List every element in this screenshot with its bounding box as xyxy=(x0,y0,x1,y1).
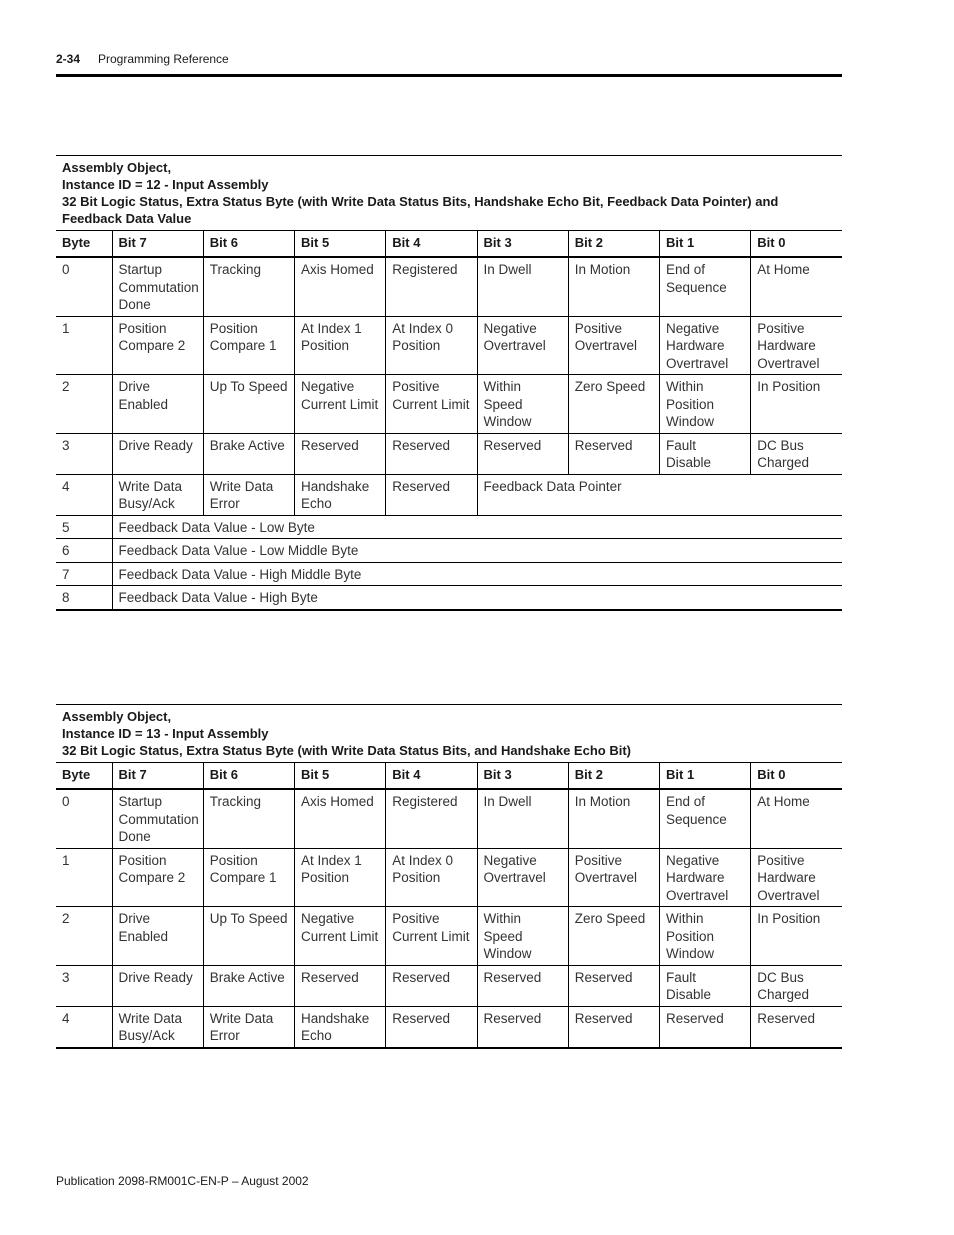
bit-cell: Reserved xyxy=(477,433,568,474)
bit-cell: Positive Hardware Overtravel xyxy=(751,848,842,907)
bit-cell: Positive Hardware Overtravel xyxy=(751,316,842,375)
bit-cell: Handshake Echo xyxy=(295,474,386,515)
caption-line: Instance ID = 13 - Input Assembly xyxy=(62,726,269,741)
bit-cell: In Dwell xyxy=(477,257,568,316)
bit-cell: Reserved xyxy=(295,433,386,474)
bit-cell: Registered xyxy=(386,789,477,848)
bit-cell: Handshake Echo xyxy=(295,1006,386,1048)
bit-cell: Negative Overtravel xyxy=(477,316,568,375)
bit-cell: Reserved xyxy=(568,433,659,474)
bit-cell: Feedback Data Pointer xyxy=(477,474,842,515)
bit-cell: Reserved xyxy=(386,474,477,515)
bit-cell: Positive Overtravel xyxy=(568,848,659,907)
bit-cell: Within Speed Window xyxy=(477,907,568,966)
byte-cell: 4 xyxy=(56,1006,112,1048)
bit-cell: In Position xyxy=(751,375,842,434)
bit-cell: At Home xyxy=(751,789,842,848)
bit-cell: Feedback Data Value - Low Byte xyxy=(112,515,842,539)
column-header: Bit 7 xyxy=(112,763,203,790)
byte-cell: 4 xyxy=(56,474,112,515)
byte-cell: 6 xyxy=(56,539,112,563)
bit-cell: Reserved xyxy=(295,965,386,1006)
bit-cell: Feedback Data Value - Low Middle Byte xyxy=(112,539,842,563)
bit-cell: Feedback Data Value - High Byte xyxy=(112,586,842,610)
byte-cell: 7 xyxy=(56,562,112,586)
bit-cell: Position Compare 2 xyxy=(112,316,203,375)
bit-cell: Up To Speed xyxy=(203,907,294,966)
table-row xyxy=(56,848,842,907)
bit-cell: Up To Speed xyxy=(203,375,294,434)
byte-cell: 2 xyxy=(56,375,112,434)
bit-table xyxy=(56,762,842,1049)
bit-cell: Feedback Data Value - High Middle Byte xyxy=(112,562,842,586)
table-row xyxy=(56,539,842,563)
bit-cell: In Position xyxy=(751,907,842,966)
byte-cell: 8 xyxy=(56,586,112,610)
column-header: Bit 4 xyxy=(386,763,477,790)
table-row xyxy=(56,316,842,375)
bit-cell: Startup Commutation Done xyxy=(112,257,203,316)
bit-cell: At Index 0 Position xyxy=(386,316,477,375)
column-header: Bit 4 xyxy=(386,231,477,258)
table-caption xyxy=(56,704,842,762)
bit-cell: Positive Overtravel xyxy=(568,316,659,375)
byte-cell: 0 xyxy=(56,257,112,316)
bit-cell: Negative Current Limit xyxy=(295,907,386,966)
bit-cell: Write Data Error xyxy=(203,474,294,515)
table-row xyxy=(56,907,842,966)
bit-cell: At Index 1 Position xyxy=(295,316,386,375)
bit-cell: Reserved xyxy=(386,965,477,1006)
bit-cell: At Home xyxy=(751,257,842,316)
column-header: Bit 0 xyxy=(751,231,842,258)
bit-cell: Reserved xyxy=(660,1006,751,1048)
table-header-row xyxy=(56,231,842,258)
caption-line: Feedback Data Value xyxy=(62,211,192,226)
column-header: Bit 6 xyxy=(203,231,294,258)
column-header: Bit 6 xyxy=(203,763,294,790)
column-header: Bit 2 xyxy=(568,231,659,258)
assembly-table-instance-13 xyxy=(56,704,842,1049)
bit-cell: DC Bus Charged xyxy=(751,433,842,474)
bit-cell: At Index 1 Position xyxy=(295,848,386,907)
bit-cell: In Dwell xyxy=(477,789,568,848)
column-header: Bit 5 xyxy=(295,231,386,258)
caption-line: Assembly Object, xyxy=(62,160,172,175)
table-header-row xyxy=(56,763,842,790)
section-title: Programming Reference xyxy=(98,52,229,66)
byte-cell: 3 xyxy=(56,965,112,1006)
byte-cell: 5 xyxy=(56,515,112,539)
bit-cell: Reserved xyxy=(386,1006,477,1048)
bit-cell: Write Data Busy/Ack xyxy=(112,474,203,515)
column-header: Bit 2 xyxy=(568,763,659,790)
byte-cell: 1 xyxy=(56,848,112,907)
bit-cell: Zero Speed xyxy=(568,375,659,434)
byte-cell: 3 xyxy=(56,433,112,474)
publication-footer: Publication 2098-RM001C-EN-P – August 2002 xyxy=(56,1174,309,1188)
bit-cell: Reserved xyxy=(477,1006,568,1048)
bit-cell: Axis Homed xyxy=(295,257,386,316)
bit-cell: Negative Overtravel xyxy=(477,848,568,907)
bit-cell: Fault Disable xyxy=(660,433,751,474)
bit-cell: Registered xyxy=(386,257,477,316)
bit-cell: Tracking xyxy=(203,789,294,848)
caption-line: 32 Bit Logic Status, Extra Status Byte (with Write Data Status Bits, and Handshake Echo Bit) xyxy=(62,743,631,758)
bit-cell: In Motion xyxy=(568,789,659,848)
column-header: Bit 1 xyxy=(660,231,751,258)
byte-cell: 0 xyxy=(56,789,112,848)
bit-cell: Negative Hardware Overtravel xyxy=(660,316,751,375)
bit-cell: Startup Commutation Done xyxy=(112,789,203,848)
bit-cell: Brake Active xyxy=(203,433,294,474)
page-number: 2-34 xyxy=(56,52,81,66)
bit-cell: Fault Disable xyxy=(660,965,751,1006)
table-body xyxy=(56,789,842,1048)
bit-cell: At Index 0 Position xyxy=(386,848,477,907)
caption-line: 32 Bit Logic Status, Extra Status Byte (with Write Data Status Bits, Handshake Echo Bit, Feedback Data Pointer) and xyxy=(62,194,779,209)
table-row xyxy=(56,965,842,1006)
table-row xyxy=(56,789,842,848)
bit-cell: Negative Current Limit xyxy=(295,375,386,434)
page-header xyxy=(56,52,842,77)
column-header: Bit 3 xyxy=(477,231,568,258)
table-row xyxy=(56,433,842,474)
bit-cell: Reserved xyxy=(477,965,568,1006)
column-header: Byte xyxy=(56,231,112,258)
bit-cell: Position Compare 1 xyxy=(203,848,294,907)
bit-cell: Negative Hardware Overtravel xyxy=(660,848,751,907)
assembly-table-instance-12 xyxy=(56,155,842,611)
bit-cell: Position Compare 1 xyxy=(203,316,294,375)
column-header: Byte xyxy=(56,763,112,790)
table-row xyxy=(56,1006,842,1048)
bit-cell: Within Speed Window xyxy=(477,375,568,434)
bit-cell: Brake Active xyxy=(203,965,294,1006)
table-row xyxy=(56,257,842,316)
bit-cell: Reserved xyxy=(386,433,477,474)
bit-cell: Reserved xyxy=(568,1006,659,1048)
bit-cell: Write Data Busy/Ack xyxy=(112,1006,203,1048)
table-body xyxy=(56,257,842,610)
caption-line: Assembly Object, xyxy=(62,709,172,724)
table-row xyxy=(56,474,842,515)
bit-cell: Drive Enabled xyxy=(112,907,203,966)
column-header: Bit 1 xyxy=(660,763,751,790)
caption-line: Instance ID = 12 - Input Assembly xyxy=(62,177,269,192)
bit-cell: Within Position Window xyxy=(660,375,751,434)
bit-cell: Drive Ready xyxy=(112,965,203,1006)
column-header: Bit 7 xyxy=(112,231,203,258)
bit-cell: End of Sequence xyxy=(660,257,751,316)
bit-cell: DC Bus Charged xyxy=(751,965,842,1006)
bit-cell: Position Compare 2 xyxy=(112,848,203,907)
bit-cell: Reserved xyxy=(751,1006,842,1048)
bit-cell: Drive Enabled xyxy=(112,375,203,434)
bit-table xyxy=(56,230,842,611)
bit-cell: End of Sequence xyxy=(660,789,751,848)
bit-cell: Within Position Window xyxy=(660,907,751,966)
column-header: Bit 5 xyxy=(295,763,386,790)
byte-cell: 1 xyxy=(56,316,112,375)
bit-cell: Write Data Error xyxy=(203,1006,294,1048)
bit-cell: Reserved xyxy=(568,965,659,1006)
table-row xyxy=(56,375,842,434)
byte-cell: 2 xyxy=(56,907,112,966)
bit-cell: Zero Speed xyxy=(568,907,659,966)
bit-cell: Drive Ready xyxy=(112,433,203,474)
bit-cell: Axis Homed xyxy=(295,789,386,848)
table-row xyxy=(56,515,842,539)
column-header: Bit 0 xyxy=(751,763,842,790)
bit-cell: Tracking xyxy=(203,257,294,316)
table-caption xyxy=(56,155,842,230)
bit-cell: In Motion xyxy=(568,257,659,316)
table-row xyxy=(56,562,842,586)
column-header: Bit 3 xyxy=(477,763,568,790)
table-row xyxy=(56,586,842,610)
bit-cell: Positive Current Limit xyxy=(386,907,477,966)
bit-cell: Positive Current Limit xyxy=(386,375,477,434)
